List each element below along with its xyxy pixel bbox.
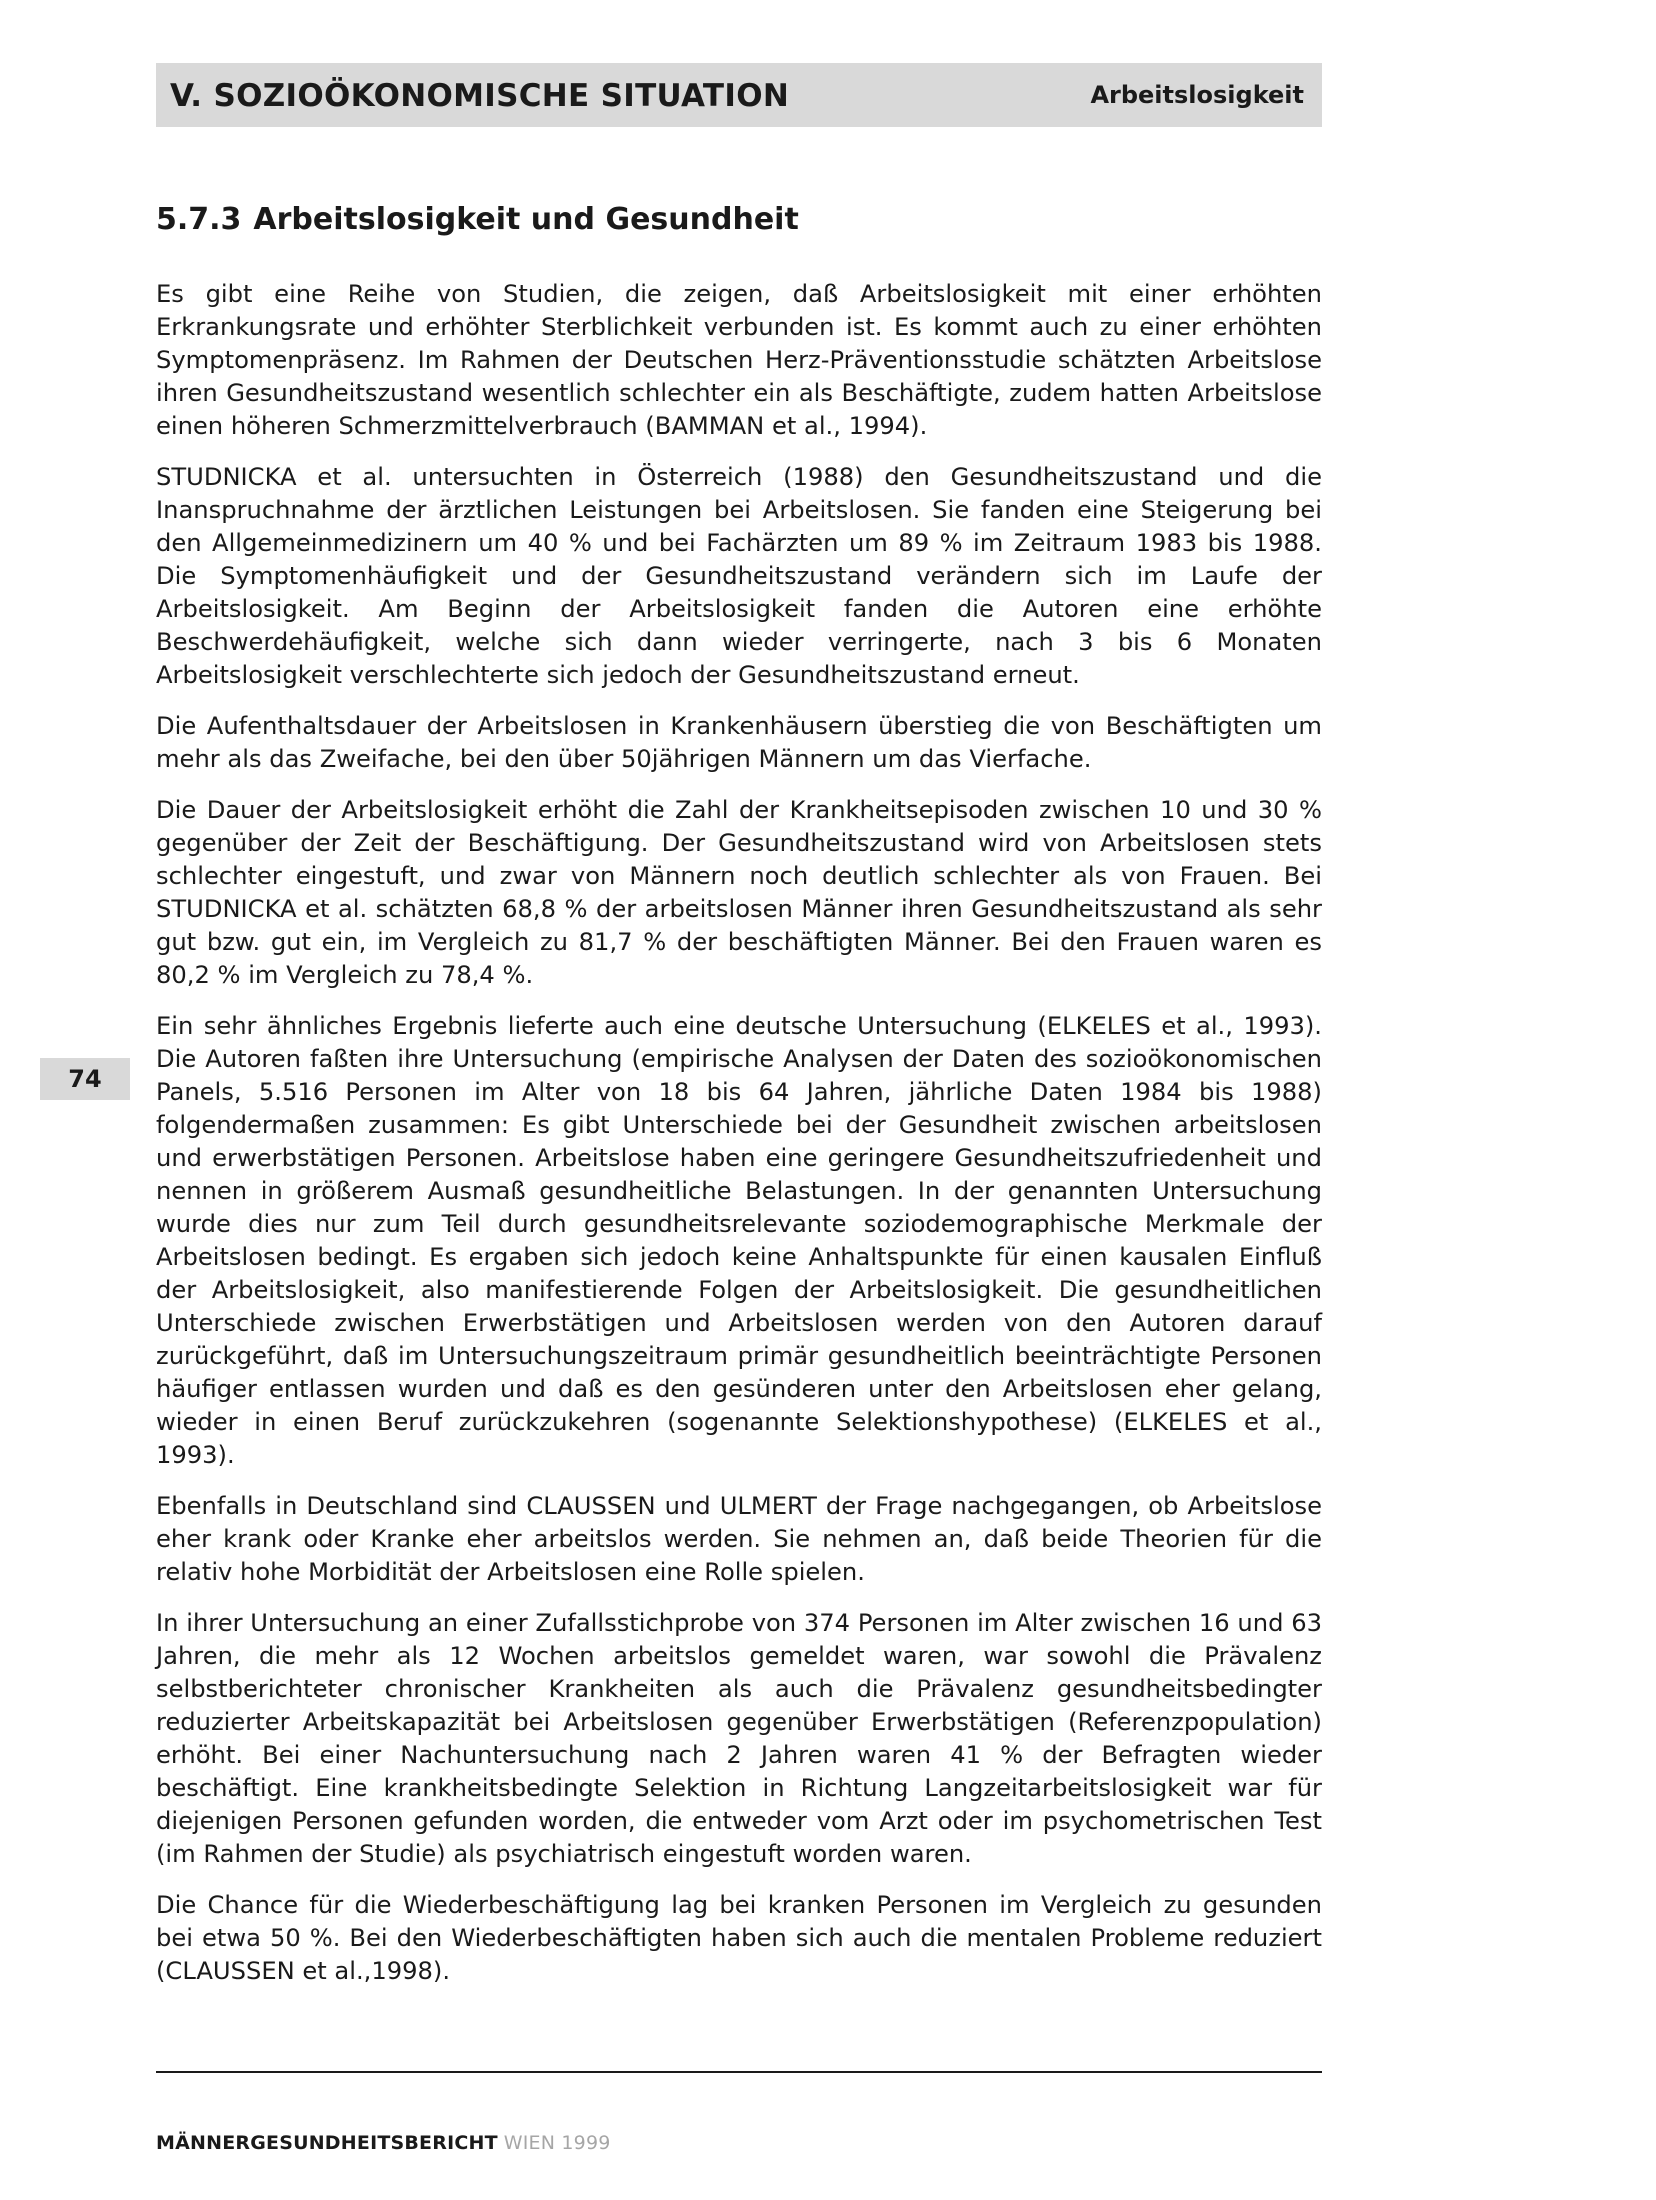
paragraph: Die Chance für die Wiederbeschäftigung lag bei kranken Personen im Vergleich zu gesunden bei etwa 50 %. Bei den Wiederbeschäftigten haben sich auch die mentalen Probleme reduziert (CLAUSSEN et al.,1998). <box>156 1891 1322 1985</box>
paragraph: Ein sehr ähnliches Ergebnis lieferte auch eine deutsche Untersuchung (ELKELES et al., 1993). Die Autoren faßten ihre Untersuchung (empirische Analysen der Daten des sozioökonomischen Panels, 5.516 Personen im Alter von 18 bis 64 Jahren, jährliche Daten 1984 bis 1988) folgendermaßen zusammen: Es gibt Unterschiede bei der Gesundheit zwischen arbeitslosen und erwerbstätigen Personen. Arbeitslose haben eine geringere Gesundheitszufriedenheit und nennen in größerem Ausmaß gesundheitliche Belastungen. In der genannten Untersuchung wurde dies nur zum Teil durch gesundheitsrelevante soziodemographische Merkmale der Arbeitslosen bedingt. Es ergaben sich jedoch keine Anhaltspunkte für einen kausalen Einfluß der Arbeitslosigkeit, also manifestierende Folgen der Arbeitslosigkeit. Die gesundheitlichen Unterschiede zwischen Erwerbstätigen und Arbeitslosen werden von den Autoren darauf zurückgeführt, daß im Untersuchungszeitraum primär gesundheitlich beeinträchtigte Personen häufiger entlassen wurden und daß es den gesünderen unter den Arbeitslosen eher gelang, wieder in einen Beruf zurückzukehren (sogenannte Selektionshypothese) (ELKELES et al., 1993). <box>156 1012 1322 1469</box>
page-number-tab <box>40 1058 130 1100</box>
page-number: 74 <box>68 1065 102 1093</box>
chapter-topic: Arbeitslosigkeit <box>1090 81 1304 109</box>
paragraph: STUDNICKA et al. untersuchten in Österreich (1988) den Gesundheitszustand und die Inanspruchnahme der ärztlichen Leistungen bei Arbeitslosen. Sie fanden eine Steigerung bei den Allgemeinmedizinern um 40 % und bei Fachärzten um 89 % im Zeitraum 1983 bis 1988. Die Symptomenhäufigkeit und der Gesundheitszustand verändern sich im Laufe der Arbeitslosigkeit. Am Beginn der Arbeitslosigkeit fanden die Autoren eine erhöhte Beschwerdehäufigkeit, welche sich dann wieder verringerte, nach 3 bis 6 Monaten Arbeitslosigkeit verschlechterte sich jedoch der Gesundheitszustand erneut. <box>156 463 1322 689</box>
paragraph: Ebenfalls in Deutschland sind CLAUSSEN und ULMERT der Frage nachgegangen, ob Arbeitslose eher krank oder Kranke eher arbeitslos werden. Sie nehmen an, daß beide Theorien für die relativ hohe Morbidität der Arbeitslosen eine Rolle spielen. <box>156 1492 1322 1586</box>
chapter-header-bar <box>156 63 1322 127</box>
paragraph: Die Dauer der Arbeitslosigkeit erhöht die Zahl der Krankheitsepisoden zwischen 10 und 30 % gegenüber der Zeit der Beschäftigung. Der Gesundheitszustand wird von Arbeitslosen stets schlechter eingestuft, und zwar von Männern noch deutlich schlechter als von Frauen. Bei STUDNICKA et al. schätzten 68,8 % der arbeitslosen Männer ihren Gesundheitszustand als sehr gut bzw. gut ein, im Vergleich zu 81,7 % der beschäftigten Männer. Bei den Frauen waren es 80,2 % im Vergleich zu 78,4 %. <box>156 796 1322 989</box>
footer <box>156 2132 611 2154</box>
chapter-title: V. SOZIOÖKONOMISCHE SITUATION <box>170 78 790 114</box>
footer-divider <box>156 2071 1322 2073</box>
section-number: 5.7.3 <box>156 202 242 237</box>
paragraph: Es gibt eine Reihe von Studien, die zeigen, daß Arbeitslosigkeit mit einer erhöhten Erkrankungsrate und erhöhter Sterblichkeit verbunden ist. Es kommt auch zu einer erhöhten Symptomenpräsenz. Im Rahmen der Deutschen Herz-Präventionsstudie schätzten Arbeitslose ihren Gesundheitszustand wesentlich schlechter ein als Beschäftigte, zudem hatten Arbeitslose einen höheren Schmerzmittelverbrauch (BAMMAN et al., 1994). <box>156 280 1322 440</box>
section-title: Arbeitslosigkeit und Gesundheit <box>253 202 799 237</box>
paragraph: Die Aufenthaltsdauer der Arbeitslosen in Krankenhäusern überstieg die von Beschäftigten um mehr als das Zweifache, bei den über 50jährigen Männern um das Vierfache. <box>156 712 1322 773</box>
body-text <box>156 278 1322 2006</box>
section-heading <box>156 202 799 237</box>
footer-city-year: WIEN 1999 <box>503 2132 611 2154</box>
footer-report-title: MÄNNERGESUNDHEITSBERICHT <box>156 2132 498 2154</box>
paragraph: In ihrer Untersuchung an einer Zufallsstichprobe von 374 Personen im Alter zwischen 16 und 63 Jahren, die mehr als 12 Wochen arbeitslos gemeldet waren, war sowohl die Prävalenz selbstberichteter chronischer Krankheiten als auch die Prävalenz gesundheitsbedingter reduzierter Arbeitskapazität bei Arbeitslosen gegenüber Erwerbstätigen (Referenzpopulation) erhöht. Bei einer Nachuntersuchung nach 2 Jahren waren 41 % der Befragten wieder beschäftigt. Eine krankheitsbedingte Selektion in Richtung Langzeitarbeitslosigkeit war für diejenigen Personen gefunden worden, die entweder vom Arzt oder im psychometrischen Test (im Rahmen der Studie) als psychiatrisch eingestuft worden waren. <box>156 1609 1322 1868</box>
